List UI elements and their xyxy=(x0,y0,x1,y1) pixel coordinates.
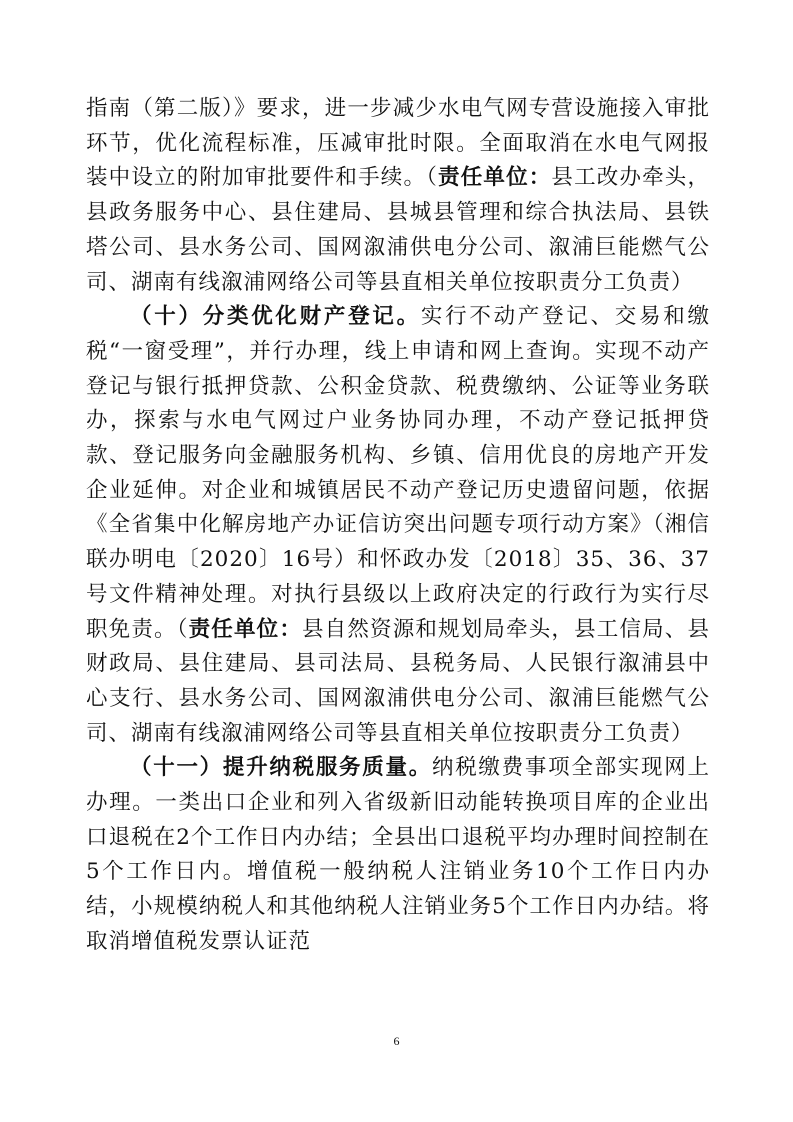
paragraph-body: 指南（第二版）》要求，进一步减少水电气网专营设施接入审批环节，优化流程标准，压减审批时限。全面取消在水电气网报装中设立的附加审批要件和手续。（ xyxy=(86,96,710,191)
document-page xyxy=(86,92,710,960)
responsibility-label: 责任单位： xyxy=(438,165,552,191)
responsibility-text: 县自然资源和规划局牵头，县工信局、县财政局、县住建局、县司法局、县税务局、人民银行溆浦县中心支行、县水务公司、国网溆浦供电分公司、溆浦巨能燃气公司、湖南有线溆浦网络公司等县直相关单位按职责分工负责） xyxy=(86,616,710,746)
page-number: 6 xyxy=(393,1034,400,1048)
section-heading: （十一）提升纳税服务质量。 xyxy=(130,755,432,781)
paragraph-body: 纳税缴费事项全部实现网上办理。一类出口企业和列入省级新旧动能转换项目库的企业出口退税在2个工作日内办结；全县出口退税平均办理时间控制在5个工作日内。增值税一般纳税人注销业务10个工作日内办结，小规模纳税人和其他纳税人注销业务5个工作日内办结。将取消增值税发票认证范 xyxy=(86,755,710,954)
paragraph-water-electric-gas xyxy=(86,92,710,300)
responsibility-text: 县工改办牵头，县政务服务中心、县住建局、县城县管理和综合执法局、县铁塔公司、县水务公司、国网溆浦供电分公司、溆浦巨能燃气公司、湖南有线溆浦网络公司等县直相关单位按职责分工负责） xyxy=(86,165,710,295)
paragraph-body: 实行不动产登记、交易和缴税“一窗受理”，并行办理，线上申请和网上查询。实现不动产登记与银行抵押贷款、公积金贷款、税费缴纳、公证等业务联办，探索与水电气网过户业务协同办理，不动产登记抵押贷款、登记服务向金融服务机构、乡镇、信用优良的房地产开发企业延伸。对企业和城镇居民不动产登记历史遗留问题，依据《全省集中化解房地产办证信访突出问题专项行动方案》（湘信联办明电〔2020〕16号）和怀政办发〔2018〕35、36、37号文件精神处理。对执行县级以上政府决定的行政行为实行尽职免责。（ xyxy=(86,304,710,642)
section-heading: （十）分类优化财产登记。 xyxy=(130,304,421,330)
paragraph-property-registration xyxy=(86,300,710,751)
paragraph-tax-service xyxy=(86,751,710,959)
responsibility-label: 责任单位： xyxy=(188,616,302,642)
